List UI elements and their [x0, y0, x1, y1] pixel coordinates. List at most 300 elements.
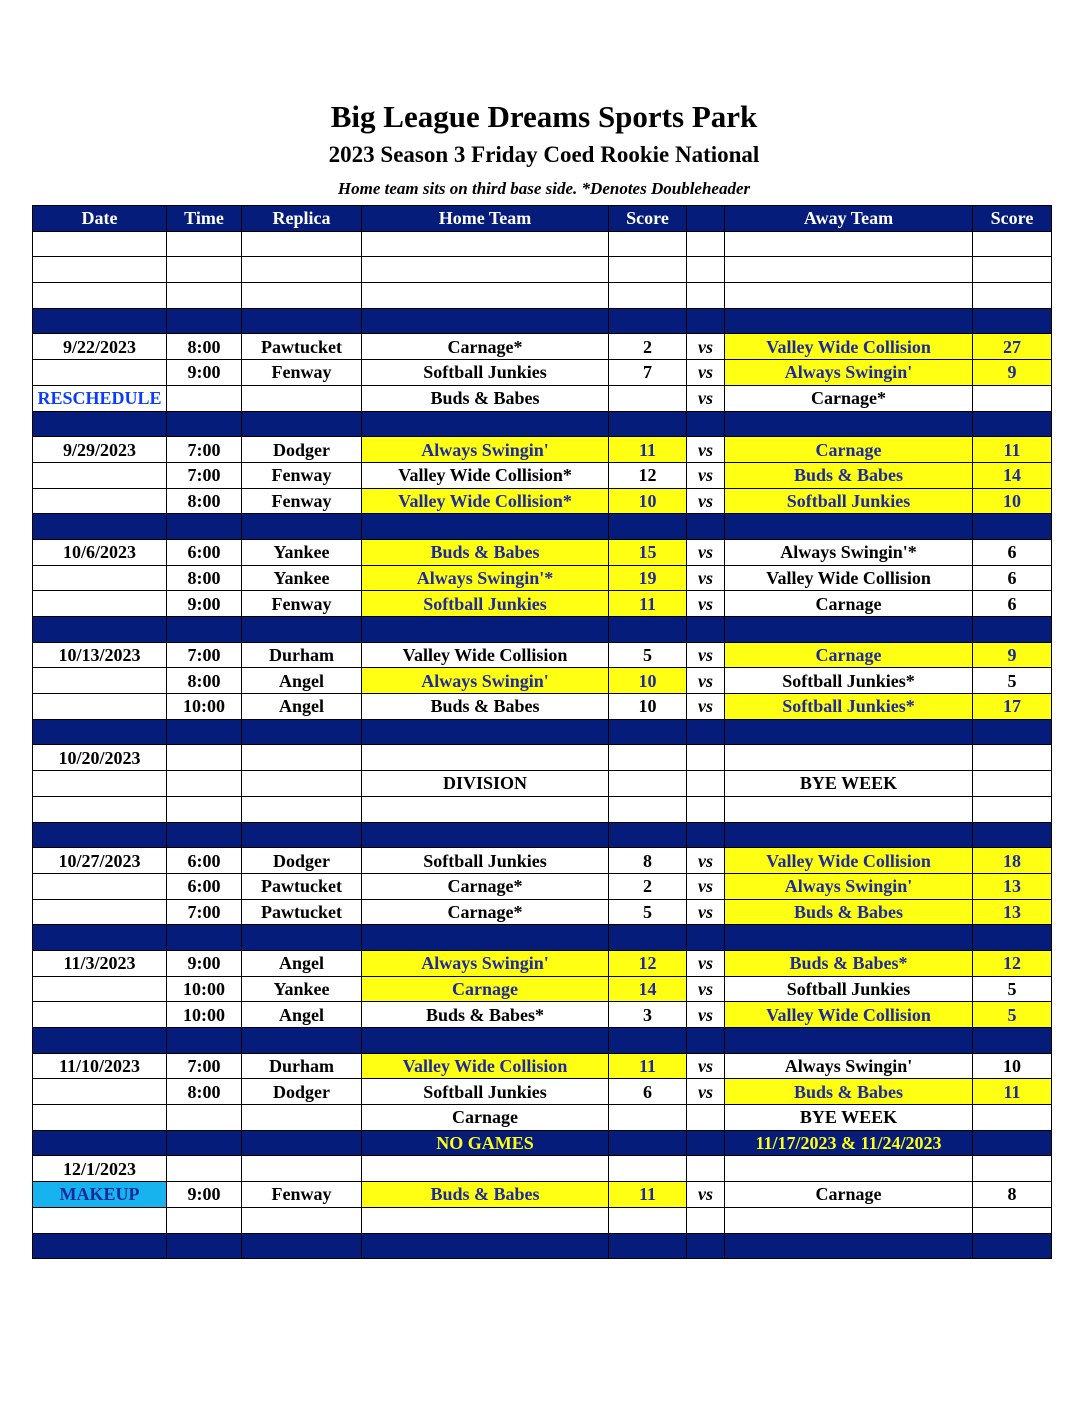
replica-cell	[242, 771, 362, 797]
vs-cell: vs	[687, 488, 725, 514]
replica-cell: Pawtucket	[242, 899, 362, 925]
time-cell	[167, 1233, 242, 1259]
date-cell	[33, 411, 167, 437]
separator-row	[33, 514, 1052, 540]
away-team-cell: Softball Junkies	[725, 488, 973, 514]
away-team-cell	[725, 925, 973, 951]
home-score-cell	[609, 1233, 687, 1259]
time-cell	[167, 1156, 242, 1182]
game-row	[33, 462, 1052, 488]
away-score-cell: 9	[973, 360, 1052, 386]
vs-cell	[687, 796, 725, 822]
game-row	[33, 360, 1052, 386]
time-cell: 9:00	[167, 591, 242, 617]
time-cell	[167, 385, 242, 411]
blank-row	[33, 257, 1052, 283]
away-team-cell	[725, 411, 973, 437]
away-score-cell	[973, 925, 1052, 951]
col-header-replica: Replica	[242, 206, 362, 232]
col-header-away-team: Away Team	[725, 206, 973, 232]
away-team-cell	[725, 1156, 973, 1182]
date-cell	[33, 617, 167, 643]
home-team-cell	[362, 719, 609, 745]
home-score-cell: 2	[609, 334, 687, 360]
home-score-cell	[609, 617, 687, 643]
game-row	[33, 591, 1052, 617]
time-cell: 8:00	[167, 668, 242, 694]
away-team-cell	[725, 1028, 973, 1054]
home-team-cell: Always Swingin'*	[362, 565, 609, 591]
separator-row	[33, 822, 1052, 848]
home-team-cell: Softball Junkies	[362, 591, 609, 617]
home-team-cell	[362, 231, 609, 257]
date-cell	[33, 462, 167, 488]
vs-cell: vs	[687, 668, 725, 694]
away-team-cell	[725, 257, 973, 283]
home-score-cell	[609, 411, 687, 437]
away-team-cell: Valley Wide Collision	[725, 565, 973, 591]
vs-cell: vs	[687, 873, 725, 899]
away-score-cell: 17	[973, 694, 1052, 720]
replica-cell	[242, 283, 362, 309]
vs-cell	[687, 719, 725, 745]
away-score-cell: 5	[973, 668, 1052, 694]
away-score-cell: 5	[973, 976, 1052, 1002]
replica-cell: Dodger	[242, 1079, 362, 1105]
date-cell	[33, 514, 167, 540]
blank-row	[33, 283, 1052, 309]
col-header-away-score: Score	[973, 206, 1052, 232]
time-cell	[167, 925, 242, 951]
game-row	[33, 488, 1052, 514]
away-score-cell	[973, 796, 1052, 822]
vs-cell: vs	[687, 360, 725, 386]
away-team-cell: Valley Wide Collision	[725, 1002, 973, 1028]
home-score-cell: 11	[609, 1182, 687, 1208]
page-subtitle: 2023 Season 3 Friday Coed Rookie National	[328, 142, 760, 167]
vs-cell	[687, 308, 725, 334]
vs-cell	[687, 1207, 725, 1233]
home-score-cell: 11	[609, 1053, 687, 1079]
away-team-cell	[725, 796, 973, 822]
replica-cell: Fenway	[242, 591, 362, 617]
time-cell	[167, 796, 242, 822]
home-score-cell	[609, 385, 687, 411]
home-score-cell	[609, 925, 687, 951]
home-score-cell: 6	[609, 1079, 687, 1105]
game-row	[33, 771, 1052, 797]
away-team-cell: Carnage	[725, 437, 973, 463]
home-score-cell: 11	[609, 437, 687, 463]
away-team-cell: 11/17/2023 & 11/24/2023	[725, 1130, 973, 1156]
replica-cell	[242, 925, 362, 951]
home-score-cell	[609, 1105, 687, 1131]
time-cell	[167, 514, 242, 540]
home-score-cell	[609, 1207, 687, 1233]
away-team-cell: Softball Junkies	[725, 976, 973, 1002]
home-score-cell	[609, 231, 687, 257]
date-cell	[33, 1130, 167, 1156]
away-score-cell: 6	[973, 539, 1052, 565]
home-team-cell: Softball Junkies	[362, 848, 609, 874]
home-team-cell: Carnage*	[362, 334, 609, 360]
col-header-home-team: Home Team	[362, 206, 609, 232]
home-score-cell	[609, 796, 687, 822]
away-score-cell	[973, 283, 1052, 309]
header-row	[33, 206, 1052, 232]
replica-cell	[242, 514, 362, 540]
replica-cell: Dodger	[242, 848, 362, 874]
date-cell	[33, 488, 167, 514]
time-cell: 9:00	[167, 950, 242, 976]
replica-cell: Fenway	[242, 1182, 362, 1208]
vs-cell	[687, 925, 725, 951]
separator-row	[33, 617, 1052, 643]
vs-cell: vs	[687, 642, 725, 668]
vs-cell: vs	[687, 976, 725, 1002]
date-cell: 11/3/2023	[33, 950, 167, 976]
home-score-cell	[609, 257, 687, 283]
time-cell	[167, 1130, 242, 1156]
page-title: Big League Dreams Sports Park	[330, 99, 758, 134]
date-cell	[33, 976, 167, 1002]
home-team-cell	[362, 411, 609, 437]
time-cell: 9:00	[167, 1182, 242, 1208]
replica-cell	[242, 1156, 362, 1182]
replica-cell: Yankee	[242, 565, 362, 591]
separator-row	[33, 411, 1052, 437]
game-row	[33, 899, 1052, 925]
time-cell: 7:00	[167, 1053, 242, 1079]
home-team-cell: Valley Wide Collision*	[362, 488, 609, 514]
away-team-cell: Valley Wide Collision	[725, 334, 973, 360]
away-score-cell	[973, 308, 1052, 334]
away-score-cell	[973, 257, 1052, 283]
home-score-cell	[609, 745, 687, 771]
replica-cell: Yankee	[242, 539, 362, 565]
date-cell	[33, 231, 167, 257]
replica-cell	[242, 257, 362, 283]
home-team-cell: NO GAMES	[362, 1130, 609, 1156]
replica-cell	[242, 231, 362, 257]
home-score-cell	[609, 1156, 687, 1182]
away-score-cell	[973, 771, 1052, 797]
date-cell: RESCHEDULE	[33, 385, 167, 411]
replica-cell: Angel	[242, 668, 362, 694]
vs-cell: vs	[687, 591, 725, 617]
game-row	[33, 1105, 1052, 1131]
home-score-cell: 12	[609, 462, 687, 488]
away-score-cell: 6	[973, 565, 1052, 591]
replica-cell	[242, 719, 362, 745]
time-cell: 8:00	[167, 334, 242, 360]
home-score-cell: 15	[609, 539, 687, 565]
replica-cell: Yankee	[242, 976, 362, 1002]
replica-cell	[242, 822, 362, 848]
replica-cell	[242, 385, 362, 411]
time-cell: 7:00	[167, 899, 242, 925]
home-score-cell	[609, 719, 687, 745]
away-score-cell	[973, 1028, 1052, 1054]
date-cell	[33, 899, 167, 925]
game-row	[33, 1053, 1052, 1079]
away-score-cell	[973, 1207, 1052, 1233]
home-team-cell	[362, 796, 609, 822]
blank-row	[33, 231, 1052, 257]
date-cell	[33, 360, 167, 386]
replica-cell	[242, 1233, 362, 1259]
replica-cell: Pawtucket	[242, 334, 362, 360]
date-cell	[33, 283, 167, 309]
home-score-cell: 10	[609, 488, 687, 514]
game-row	[33, 642, 1052, 668]
time-cell	[167, 411, 242, 437]
away-score-cell	[973, 719, 1052, 745]
home-team-cell: DIVISION	[362, 771, 609, 797]
vs-cell: vs	[687, 437, 725, 463]
away-team-cell: Always Swingin'	[725, 873, 973, 899]
home-team-cell: Softball Junkies	[362, 1079, 609, 1105]
separator-row	[33, 1028, 1052, 1054]
home-team-cell	[362, 822, 609, 848]
home-score-cell: 8	[609, 848, 687, 874]
game-row	[33, 334, 1052, 360]
replica-cell	[242, 796, 362, 822]
home-team-cell: Always Swingin'	[362, 668, 609, 694]
game-row	[33, 873, 1052, 899]
home-score-cell	[609, 1028, 687, 1054]
home-team-cell: Carnage*	[362, 873, 609, 899]
date-cell	[33, 1105, 167, 1131]
time-cell	[167, 745, 242, 771]
time-cell: 7:00	[167, 437, 242, 463]
replica-cell: Angel	[242, 950, 362, 976]
replica-cell	[242, 1028, 362, 1054]
vs-cell: vs	[687, 1053, 725, 1079]
home-team-cell: Carnage*	[362, 899, 609, 925]
away-score-cell	[973, 1233, 1052, 1259]
home-team-cell	[362, 925, 609, 951]
game-row	[33, 437, 1052, 463]
time-cell	[167, 617, 242, 643]
home-team-cell	[362, 1156, 609, 1182]
vs-cell	[687, 1130, 725, 1156]
vs-cell: vs	[687, 899, 725, 925]
home-team-cell	[362, 617, 609, 643]
date-cell: 10/6/2023	[33, 539, 167, 565]
away-team-cell: Valley Wide Collision	[725, 848, 973, 874]
vs-cell: vs	[687, 1079, 725, 1105]
away-score-cell: 18	[973, 848, 1052, 874]
vs-cell: vs	[687, 462, 725, 488]
date-cell	[33, 1079, 167, 1105]
away-score-cell	[973, 1130, 1052, 1156]
home-team-cell: Valley Wide Collision*	[362, 462, 609, 488]
away-team-cell: Always Swingin'*	[725, 539, 973, 565]
date-cell	[33, 796, 167, 822]
vs-cell: vs	[687, 1182, 725, 1208]
date-cell	[33, 771, 167, 797]
away-team-cell	[725, 1207, 973, 1233]
date-cell	[33, 925, 167, 951]
date-cell	[33, 591, 167, 617]
vs-cell	[687, 1028, 725, 1054]
game-row	[33, 565, 1052, 591]
home-team-cell	[362, 308, 609, 334]
away-score-cell: 6	[973, 591, 1052, 617]
away-team-cell	[725, 745, 973, 771]
col-header-date: Date	[33, 206, 167, 232]
schedule-note: Home team sits on third base side. *Denotes Doubleheader	[337, 179, 751, 198]
home-team-cell	[362, 283, 609, 309]
time-cell	[167, 822, 242, 848]
date-cell: 10/20/2023	[33, 745, 167, 771]
home-team-cell	[362, 257, 609, 283]
vs-cell	[687, 1156, 725, 1182]
replica-cell	[242, 411, 362, 437]
time-cell: 10:00	[167, 694, 242, 720]
vs-cell	[687, 1233, 725, 1259]
away-score-cell	[973, 411, 1052, 437]
date-cell	[33, 1028, 167, 1054]
vs-cell	[687, 514, 725, 540]
time-cell: 8:00	[167, 565, 242, 591]
vs-cell	[687, 771, 725, 797]
home-score-cell: 5	[609, 899, 687, 925]
home-team-cell: Buds & Babes	[362, 385, 609, 411]
date-cell: 10/27/2023	[33, 848, 167, 874]
home-score-cell: 19	[609, 565, 687, 591]
away-team-cell	[725, 822, 973, 848]
home-score-cell: 12	[609, 950, 687, 976]
away-team-cell: BYE WEEK	[725, 771, 973, 797]
game-row	[33, 1182, 1052, 1208]
date-cell	[33, 719, 167, 745]
home-score-cell: 5	[609, 642, 687, 668]
away-team-cell: Buds & Babes*	[725, 950, 973, 976]
home-score-cell: 7	[609, 360, 687, 386]
separator-row	[33, 308, 1052, 334]
date-cell	[33, 1207, 167, 1233]
home-score-cell: 3	[609, 1002, 687, 1028]
replica-cell: Angel	[242, 1002, 362, 1028]
home-score-cell	[609, 308, 687, 334]
away-team-cell	[725, 514, 973, 540]
away-team-cell: Carnage*	[725, 385, 973, 411]
time-cell	[167, 771, 242, 797]
home-team-cell	[362, 1028, 609, 1054]
date-cell	[33, 694, 167, 720]
game-row	[33, 385, 1052, 411]
replica-cell	[242, 308, 362, 334]
date-cell: 10/13/2023	[33, 642, 167, 668]
away-score-cell	[973, 1156, 1052, 1182]
replica-cell	[242, 1130, 362, 1156]
home-score-cell	[609, 514, 687, 540]
away-score-cell	[973, 745, 1052, 771]
game-row	[33, 668, 1052, 694]
home-score-cell	[609, 822, 687, 848]
away-team-cell	[725, 719, 973, 745]
away-team-cell	[725, 308, 973, 334]
time-cell	[167, 1207, 242, 1233]
home-team-cell: Carnage	[362, 976, 609, 1002]
game-row	[33, 848, 1052, 874]
col-header-home-score: Score	[609, 206, 687, 232]
away-score-cell: 12	[973, 950, 1052, 976]
vs-cell	[687, 822, 725, 848]
away-score-cell: 13	[973, 873, 1052, 899]
away-team-cell: Buds & Babes	[725, 899, 973, 925]
time-cell	[167, 257, 242, 283]
game-row	[33, 745, 1052, 771]
away-team-cell: Always Swingin'	[725, 1053, 973, 1079]
time-cell: 6:00	[167, 539, 242, 565]
date-cell: 9/29/2023	[33, 437, 167, 463]
away-score-cell	[973, 231, 1052, 257]
home-team-cell	[362, 514, 609, 540]
away-score-cell: 11	[973, 437, 1052, 463]
time-cell: 9:00	[167, 360, 242, 386]
time-cell	[167, 1028, 242, 1054]
home-score-cell: 14	[609, 976, 687, 1002]
date-cell	[33, 1233, 167, 1259]
home-team-cell: Always Swingin'	[362, 437, 609, 463]
away-score-cell	[973, 1105, 1052, 1131]
vs-cell	[687, 257, 725, 283]
date-cell: MAKEUP	[33, 1182, 167, 1208]
home-team-cell: Buds & Babes*	[362, 1002, 609, 1028]
time-cell	[167, 283, 242, 309]
time-cell	[167, 308, 242, 334]
away-score-cell: 27	[973, 334, 1052, 360]
game-row	[33, 1002, 1052, 1028]
separator-row	[33, 1233, 1052, 1259]
vs-cell: vs	[687, 1002, 725, 1028]
game-row	[33, 1079, 1052, 1105]
replica-cell: Pawtucket	[242, 873, 362, 899]
home-team-cell	[362, 1207, 609, 1233]
date-cell	[33, 257, 167, 283]
home-team-cell: Valley Wide Collision	[362, 1053, 609, 1079]
time-cell: 6:00	[167, 848, 242, 874]
date-cell: 12/1/2023	[33, 1156, 167, 1182]
time-cell: 7:00	[167, 462, 242, 488]
replica-cell	[242, 1207, 362, 1233]
away-team-cell: Carnage	[725, 591, 973, 617]
away-team-cell	[725, 231, 973, 257]
time-cell: 7:00	[167, 642, 242, 668]
home-score-cell: 2	[609, 873, 687, 899]
time-cell	[167, 719, 242, 745]
home-team-cell: Buds & Babes	[362, 694, 609, 720]
vs-cell: vs	[687, 694, 725, 720]
vs-cell: vs	[687, 539, 725, 565]
away-team-cell: Softball Junkies*	[725, 694, 973, 720]
replica-cell	[242, 1105, 362, 1131]
schedule-body	[33, 231, 1052, 1259]
replica-cell: Fenway	[242, 462, 362, 488]
game-row	[33, 976, 1052, 1002]
separator-row	[33, 719, 1052, 745]
away-team-cell: Softball Junkies*	[725, 668, 973, 694]
away-score-cell: 10	[973, 1053, 1052, 1079]
time-cell	[167, 1105, 242, 1131]
time-cell: 8:00	[167, 488, 242, 514]
away-team-cell: Buds & Babes	[725, 462, 973, 488]
home-team-cell	[362, 745, 609, 771]
home-team-cell: Valley Wide Collision	[362, 642, 609, 668]
